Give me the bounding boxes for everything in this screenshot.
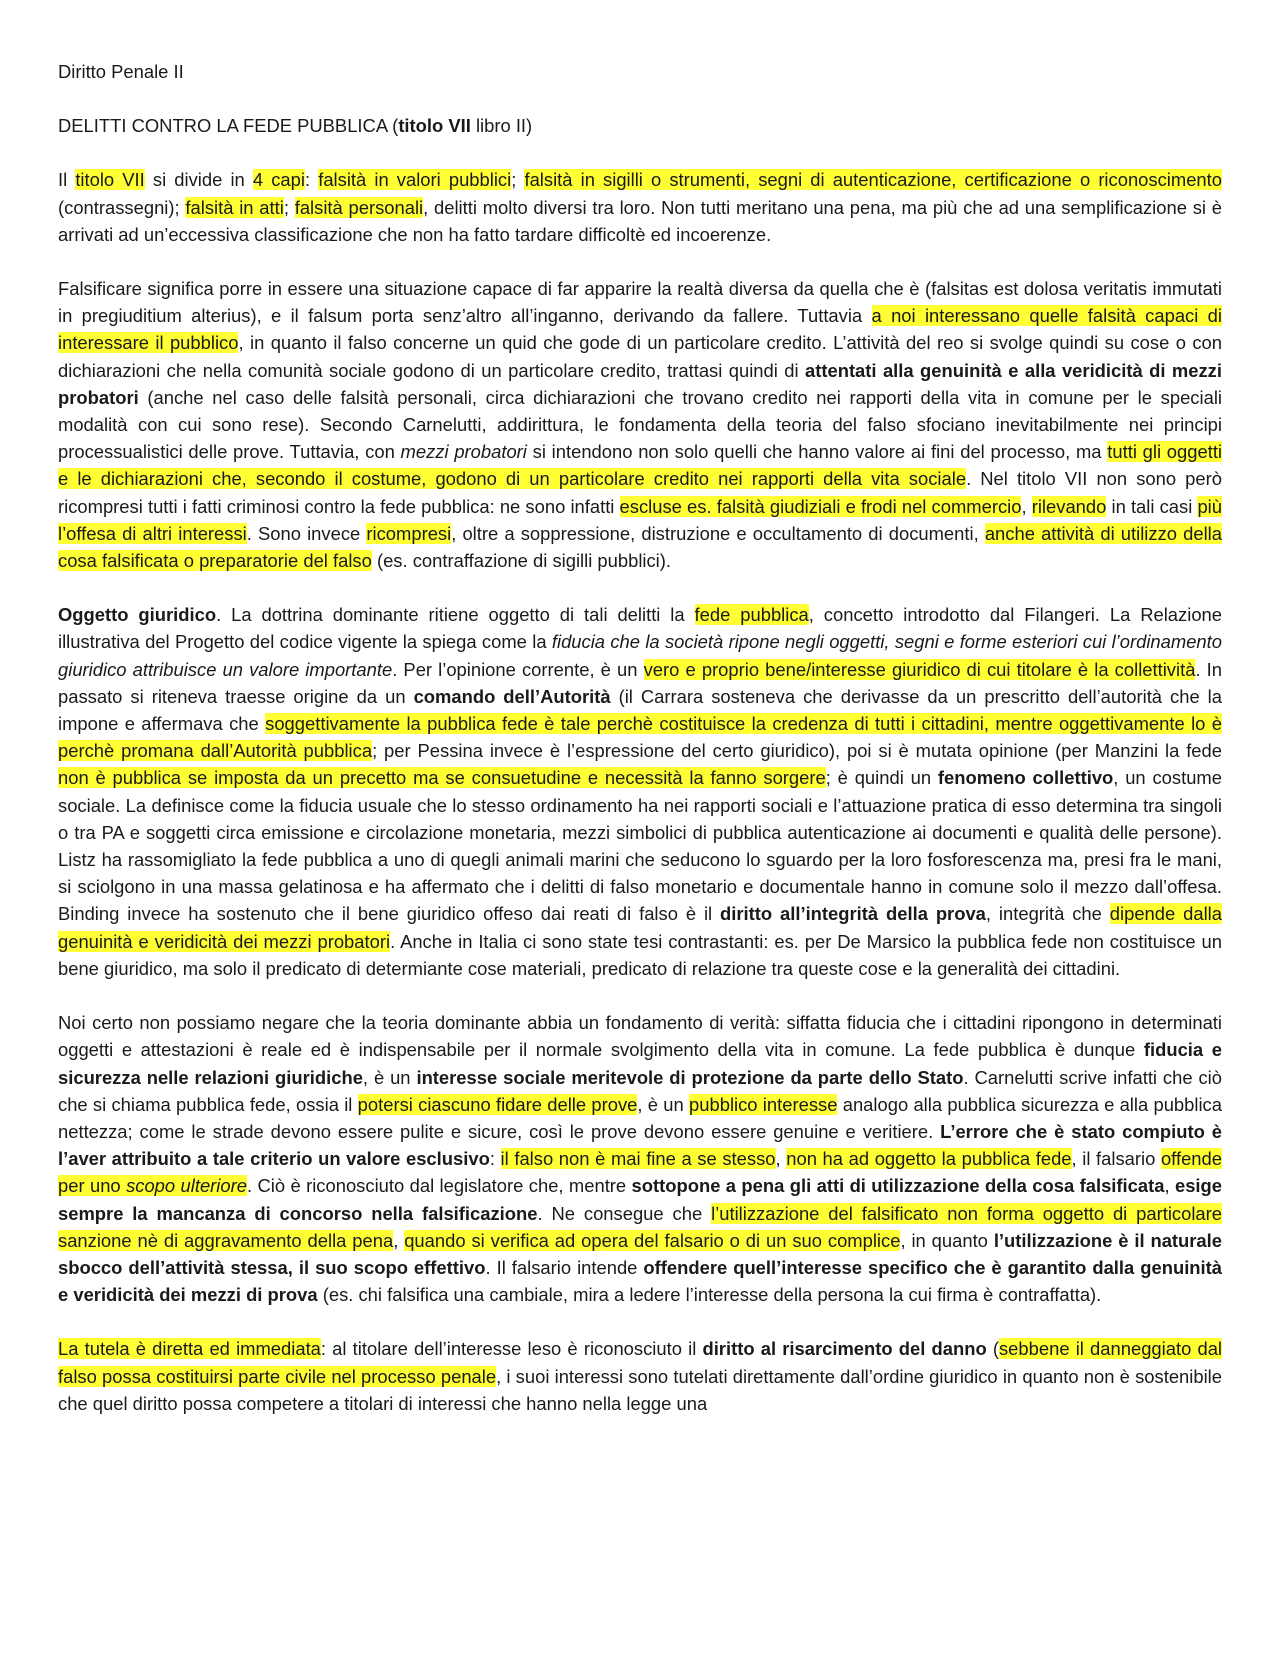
highlighted-text: titolo VII: [75, 169, 145, 191]
bold-text: offendere quell’interesse specifico che è garantito dalla genuinità e veridicità dei mezzi di prova: [58, 1256, 1222, 1306]
text-run: analogo alla pubblica sicurezza e alla pubblica nettezza; come le strade devono essere pulite e sicure, così le prove devono essere genuine e veritiere.: [58, 1093, 1222, 1142]
highlighted-text: vero e proprio bene/interesse giuridico di cui titolare è la collettività: [643, 658, 1196, 680]
text-run: Noi certo non possiamo negare che la teoria dominante abbia un fondamento di verità: siffatta fiducia che i cittadini ripongono in determinati oggetti e attestazioni è reale ed è indispensabile per il normale svolgimento della vita in comune. La fede pubblica è dunque: [58, 1012, 1222, 1061]
highlighted-text: fede pubblica: [694, 604, 809, 626]
highlighted-text: non è pubblica se imposta da un precetto ma se consuetudine e necessità la fanno sorgere: [58, 767, 826, 789]
text-run: , un costume sociale. La definisce come la fiducia usuale che lo stesso ordinamento ha nei rapporti sociali e l’attuazione pratica di esso determina tra singoli o tra PA e soggetti circa emissione e circolazione monetaria, mezzi simbolici di pubblica autenticazione ai documenti e qualità delle persone). Listz ha rassomigliato la fede pubblica a uno di quegli animali marini che seducono lo sguardo per la loro fosforescenza ma, presi fra le mani, si sciolgono in una massa gelatinosa e ha affermato che i delitti di falso monetario e documentale hanno in comune solo il mezzo dall’offesa. Binding invece ha sostenuto che il bene giuridico offeso dai reati di falso è il: [58, 767, 1222, 925]
text-run: (es. contraffazione di sigilli pubblici).: [371, 550, 672, 572]
text-run: ;: [283, 196, 295, 218]
text-run: , i suoi interessi sono tutelati direttamente dall’ordine giuridico in quanto non è sostenibile che quel diritto possa competere a titolari di interessi che hanno nella legge una: [58, 1365, 1222, 1414]
text-run: . La dottrina dominante ritiene oggetto di tali delitti la: [216, 604, 695, 626]
text-run: Il: [58, 169, 76, 191]
highlighted-text: falsità in atti: [185, 196, 284, 218]
highlighted-text: ricompresi: [366, 522, 452, 544]
text-run: (es. chi falsifica una cambiale, mira a ledere l’interesse della persona la cui firma è contraffatta).: [317, 1284, 1102, 1306]
highlighted-text: non ha ad oggetto la pubblica fede: [786, 1148, 1072, 1170]
text-run: (: [986, 1338, 999, 1360]
text-run: , oltre a soppressione, distruzione e occultamento di documenti,: [451, 522, 985, 544]
text-run: (contrassegni);: [58, 196, 186, 218]
text-run: . Sono invece: [246, 522, 367, 544]
paragraph-3: [58, 601, 1222, 982]
bold-text: comando dell’Autorità: [413, 685, 611, 707]
italic-text: mezzi probatori: [400, 441, 527, 463]
text-run: , il falsario: [1071, 1148, 1161, 1170]
text-run: . Il falsario intende: [485, 1256, 644, 1278]
text-run: , è un: [362, 1066, 417, 1088]
text-run: :: [304, 169, 319, 191]
text-run: , in quanto il falso concerne un quid che gode di un particolare credito. L’attività del reo si svolge quindi su cose o con dichiarazioni che nella comunità sociale godono di un particolare credito, trattasi quindi di: [58, 332, 1223, 381]
text-run: . Ne consegue che: [537, 1202, 712, 1224]
paragraph-4: [58, 1009, 1222, 1308]
text-run: ,: [393, 1229, 405, 1251]
highlighted-text: l’utilizzazione del falsificato non forma oggetto di particolare sanzione nè di aggravamento della pena: [58, 1202, 1223, 1251]
highlighted-text: potersi ciascuno fidare delle prove: [357, 1093, 638, 1115]
bold-text: diritto all’integrità della prova: [720, 903, 986, 925]
highlighted-text: scopo ulteriore: [126, 1175, 247, 1197]
highlighted-text: tutti gli oggetti e le dichiarazioni che, secondo il costume, godono di un particolare credito nei rapporti della vita sociale: [58, 441, 1223, 490]
text-run: . Carnelutti scrive infatti che ciò che si chiama pubblica fede, ossia il: [58, 1066, 1222, 1115]
highlighted-text: falsità in valori pubblici: [318, 169, 512, 191]
bold-text: sottopone a pena gli atti di utilizzazione della cosa falsificata: [631, 1175, 1165, 1197]
paragraph-1: [58, 166, 1222, 248]
highlighted-text: sebbene il danneggiato dal falso possa costituirsi parte civile nel processo penale: [58, 1338, 1223, 1387]
bold-text: attentati alla genuinità e alla veridicità di mezzi probatori: [58, 359, 1222, 408]
highlighted-text: falsità in sigilli o strumenti, segni di autenticazione, certificazione o riconoscimento: [524, 169, 1222, 191]
highlighted-text: anche attività di utilizzo della cosa falsificata o preparatorie del falso: [58, 522, 1222, 572]
text-run: DELITTI CONTRO LA FEDE PUBBLICA (: [58, 115, 399, 137]
text-run: (il Carrara sosteneva che derivasse da un prescritto dell’autorità che la impone e affermava che: [58, 685, 1222, 735]
highlighted-text: La tutela è diretta ed immediata: [58, 1338, 321, 1360]
highlighted-text: escluse es. falsità giudiziali e frodi nel commercio: [619, 495, 1022, 517]
text-run: , delitti molto diversi tra loro. Non tutti meritano una pena, ma più che ad una semplificazione si è arrivati ad un’eccessiva classificazione che non ha fatto tardare difficoltè ed incoerenze.: [58, 196, 1222, 245]
text-run: ; è quindi un: [825, 767, 938, 789]
text-run: , integrità che: [985, 903, 1110, 925]
highlighted-text: il falso non è mai fine a se stesso: [500, 1148, 776, 1170]
highlighted-text: quando si verifica ad opera del falsario o di un suo complice: [404, 1229, 901, 1251]
highlighted-text: più l’offesa di altri interessi: [58, 495, 1222, 544]
document-title: [58, 112, 1222, 139]
bold-text: l’utilizzazione è il naturale sbocco dell’attività stessa, il suo scopo effettivo: [58, 1229, 1223, 1278]
text-run: ,: [1164, 1175, 1175, 1197]
text-run: . Nel titolo VII non sono però ricompresi tutti i fatti criminosi contro la fede pubblica: ne sono infatti: [58, 468, 1222, 517]
text-run: , concetto introdotto dal Filangeri. La Relazione illustrativa del Progetto del codice vigente la spiega come la: [58, 604, 1222, 653]
highlighted-text: dipende dalla genuinità e veridicità dei mezzi probatori: [58, 903, 1222, 952]
bold-text: L’errore che è stato compiuto è l’aver attribuito a tale criterio un valore esclusivo: [58, 1120, 1222, 1170]
text-run: : al titolare dell’interesse leso è riconosciuto il: [320, 1338, 703, 1360]
text-run: ; per Pessina invece è l’espressione del certo giuridico), poi si è mutata opinione (per Manzini la fede: [372, 740, 1222, 762]
highlighted-text: 4 capi: [252, 169, 305, 191]
text-run: . Ciò è riconosciuto dal legislatore che, mentre: [246, 1175, 632, 1197]
bold-text: Oggetto giuridico: [58, 604, 217, 626]
document-subject: Diritto Penale II: [58, 61, 184, 82]
text-run: :: [489, 1148, 501, 1170]
bold-text: titolo VII: [398, 115, 471, 137]
paragraph-5: [58, 1335, 1222, 1417]
paragraph-2: [58, 275, 1222, 574]
highlighted-text: soggettivamente la pubblica fede è tale perchè costituisce la credenza di tutti i cittadini, mentre oggettivamente lo è perchè promana dall’Autorità pubblica: [58, 713, 1222, 762]
text-run: Falsificare significa porre in essere una situazione capace di far apparire la realtà diversa da quella che è (falsitas est dolosa veritatis immutati in pregiuditium alterius), e il falsum porta senz’altro all’inganno, derivando da fallere. Tuttavia: [58, 278, 1222, 327]
text-run: ;: [511, 169, 525, 191]
text-run: ,: [1021, 495, 1032, 517]
highlighted-text: rilevando: [1031, 495, 1107, 517]
highlighted-text: pubblico interesse: [689, 1093, 838, 1115]
bold-text: interesse sociale meritevole di protezione da parte dello Stato: [416, 1066, 964, 1088]
text-run: . Per l’opinione corrente, è un: [392, 658, 644, 680]
highlighted-text: falsità personali: [294, 196, 424, 218]
text-run: si intendono non solo quelli che hanno valore ai fini del processo, ma: [526, 441, 1108, 463]
text-run: . In passato si riteneva traesse origine da un: [58, 658, 1222, 707]
text-run: libro II): [470, 115, 533, 137]
bold-text: diritto al risarcimento del danno: [702, 1338, 987, 1360]
text-run: in tali casi: [1106, 495, 1198, 517]
text-run: si divide in: [144, 169, 253, 191]
bold-text: fenomeno collettivo: [937, 767, 1114, 789]
text-run: ,: [775, 1148, 787, 1170]
italic-text: fiducia che la società ripone negli oggetti, segni e forme esteriori cui l’ordinamento giuridico attribuisce un valore importante: [58, 631, 1222, 680]
text-run: , è un: [637, 1093, 690, 1115]
text-run: , in quanto: [900, 1229, 994, 1251]
bold-text: esige sempre la mancanza di concorso nella falsificazione: [58, 1175, 1222, 1224]
highlighted-text: a noi interessano quelle falsità capaci di interessare il pubblico: [58, 305, 1222, 354]
text-run: (anche nel caso delle falsità personali, circa dichiarazioni che trovano credito nei rapporti della vita in comune per le speciali modalità con cui sono rese). Secondo Carnelutti, addirittura, le fondamenta della teoria del falso sfociano inevitabilmente nei principi processualistici delle prove. Tuttavia, con: [58, 386, 1222, 463]
highlighted-text: offende per uno: [58, 1148, 1222, 1197]
bold-text: fiducia e sicurezza nelle relazioni giuridiche: [58, 1039, 1222, 1088]
text-run: . Anche in Italia ci sono state tesi contrastanti: es. per De Marsico la pubblica fede non costituisce un bene giuridico, ma solo il predicato di determiante cose materiali, predicato di relazione tra queste cose e la generalità dei cittadini.: [58, 930, 1223, 979]
